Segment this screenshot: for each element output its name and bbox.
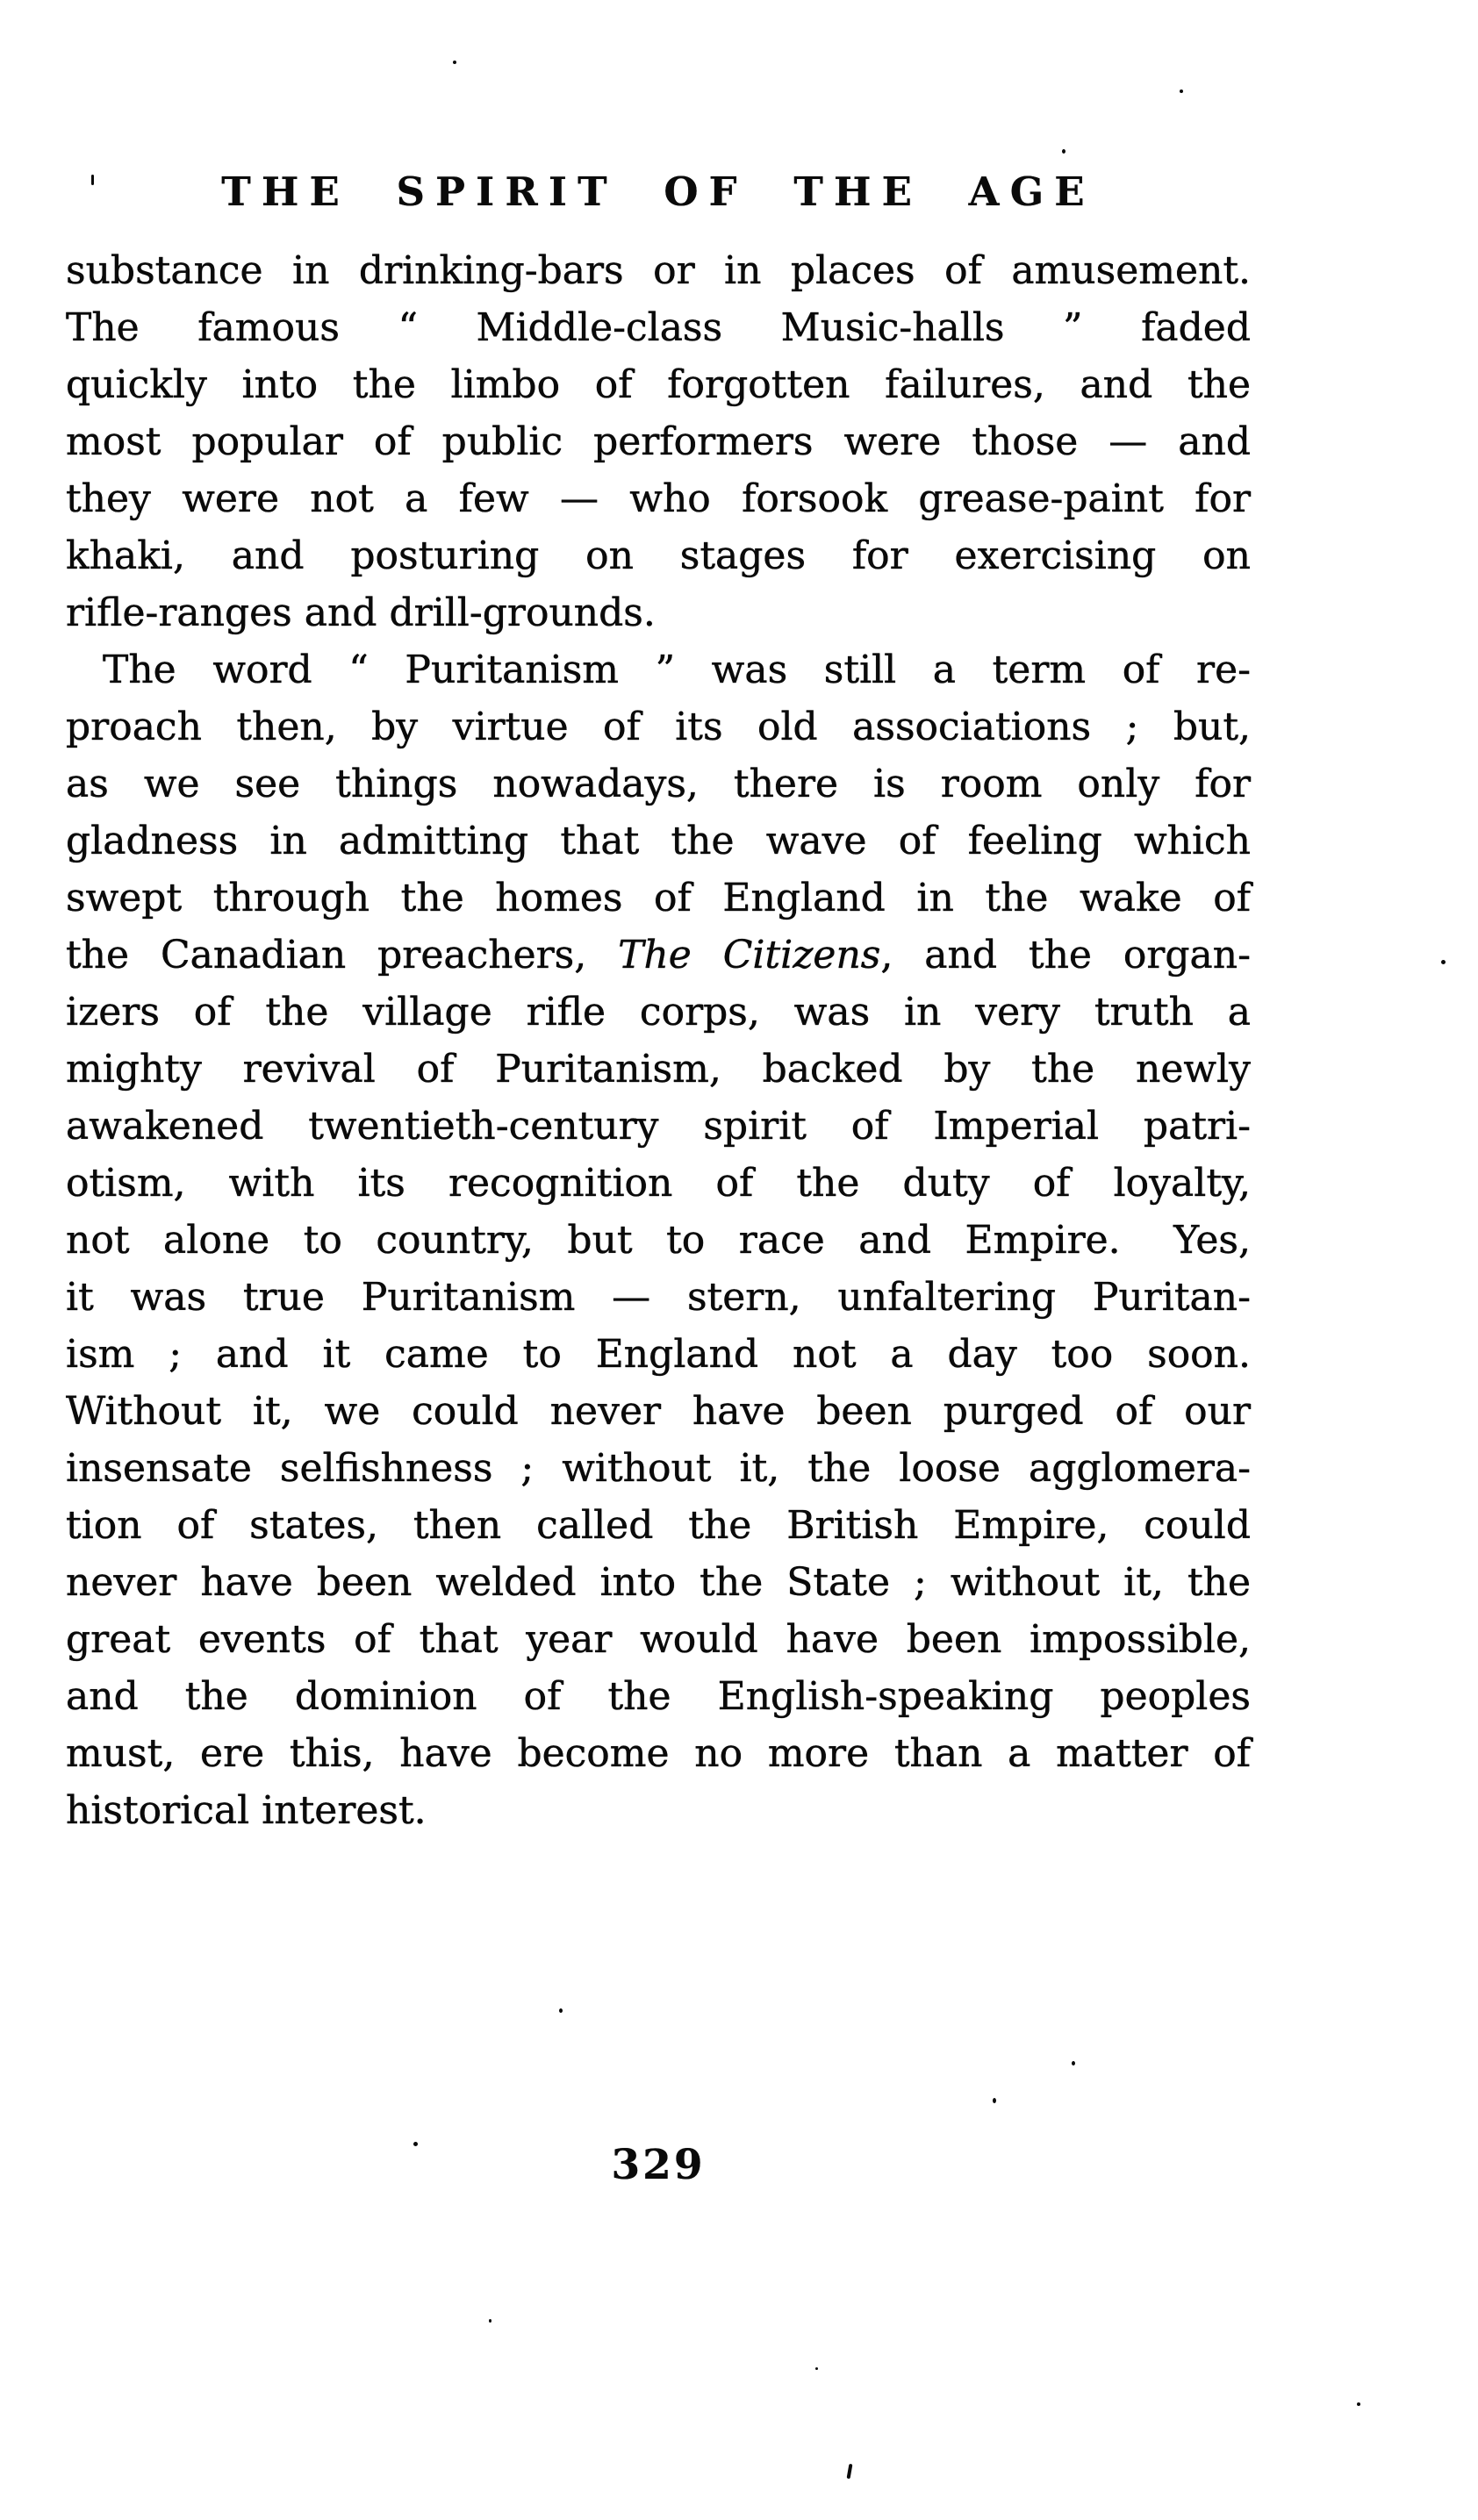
text-line: tion of states, then called the British Empire, could	[66, 1503, 1251, 1548]
page-number: 329	[611, 2141, 706, 2189]
scan-speck	[1062, 149, 1065, 154]
text-line: awakened twentieth-century spirit of Imperial patri-	[66, 1104, 1251, 1149]
scan-speck	[1072, 2061, 1075, 2065]
text-line: swept through the homes of England in the wake of	[66, 876, 1251, 920]
scan-speck	[489, 2319, 491, 2323]
text-line: The famous “ Middle-class Music-halls ” faded	[66, 305, 1251, 350]
italic-book-title: The Citizens	[618, 933, 881, 977]
scan-speck	[1357, 2402, 1360, 2406]
text-line: most popular of public performers were those — and	[66, 419, 1251, 464]
text-line: insensate selfishness ; without it, the loose agglomera-	[66, 1446, 1251, 1491]
scan-speck	[453, 61, 456, 64]
scan-speck	[91, 175, 94, 185]
text-line: gladness in admitting that the wave of feeling which	[66, 819, 1251, 863]
running-head-title: THE SPIRIT OF THE AGE	[221, 168, 1095, 215]
text-line: mighty revival of Puritanism, backed by the newly	[66, 1047, 1251, 1092]
text-line: quickly into the limbo of forgotten failures, and the	[66, 362, 1251, 407]
scan-speck	[993, 2098, 996, 2103]
scan-speck	[413, 2142, 418, 2146]
text-line: Without it, we could never have been purged of our	[66, 1389, 1251, 1434]
scan-speck	[1441, 960, 1446, 964]
text-line: great events of that year would have been impossible,	[66, 1617, 1251, 1662]
text-line: it was true Puritanism — stern, unfaltering Puritan-	[66, 1275, 1251, 1320]
text-line: rifle-ranges and drill-grounds.	[66, 591, 656, 635]
text-line: and the dominion of the English-speaking peoples	[66, 1674, 1251, 1719]
text-line: must, ere this, have become no more than a matter of	[66, 1731, 1251, 1776]
scan-speck	[559, 2008, 563, 2013]
text-line: never have been welded into the State ; without it, the	[66, 1560, 1251, 1605]
scan-speck	[815, 2367, 818, 2370]
scan-speck	[1180, 89, 1183, 93]
text-line: as we see things nowadays, there is room only for	[66, 762, 1251, 806]
text-line: they were not a few — who forsook grease-paint for	[66, 476, 1251, 521]
text-line: otism, with its recognition of the duty of loyalty,	[66, 1161, 1251, 1206]
page-body-text	[66, 242, 1251, 1839]
text-line: substance in drinking-bars or in places of amusement.	[66, 248, 1251, 293]
text-line: ism ; and it came to England not a day too soon.	[66, 1332, 1251, 1377]
text-line: khaki, and posturing on stages for exercising on	[66, 533, 1251, 578]
text-line: not alone to country, but to race and Empire. Yes,	[66, 1218, 1251, 1263]
text-line: izers of the village rifle corps, was in very truth a	[66, 990, 1251, 1034]
text-line: historical interest.	[66, 1788, 427, 1833]
text-line: the Canadian preachers, The Citizens, and the organ-	[66, 933, 1251, 977]
text-line: The word “ Puritanism ” was still a term of re-	[103, 648, 1251, 692]
text-line: proach then, by virtue of its old associations ; but,	[66, 705, 1251, 749]
scan-speck	[847, 2464, 853, 2479]
